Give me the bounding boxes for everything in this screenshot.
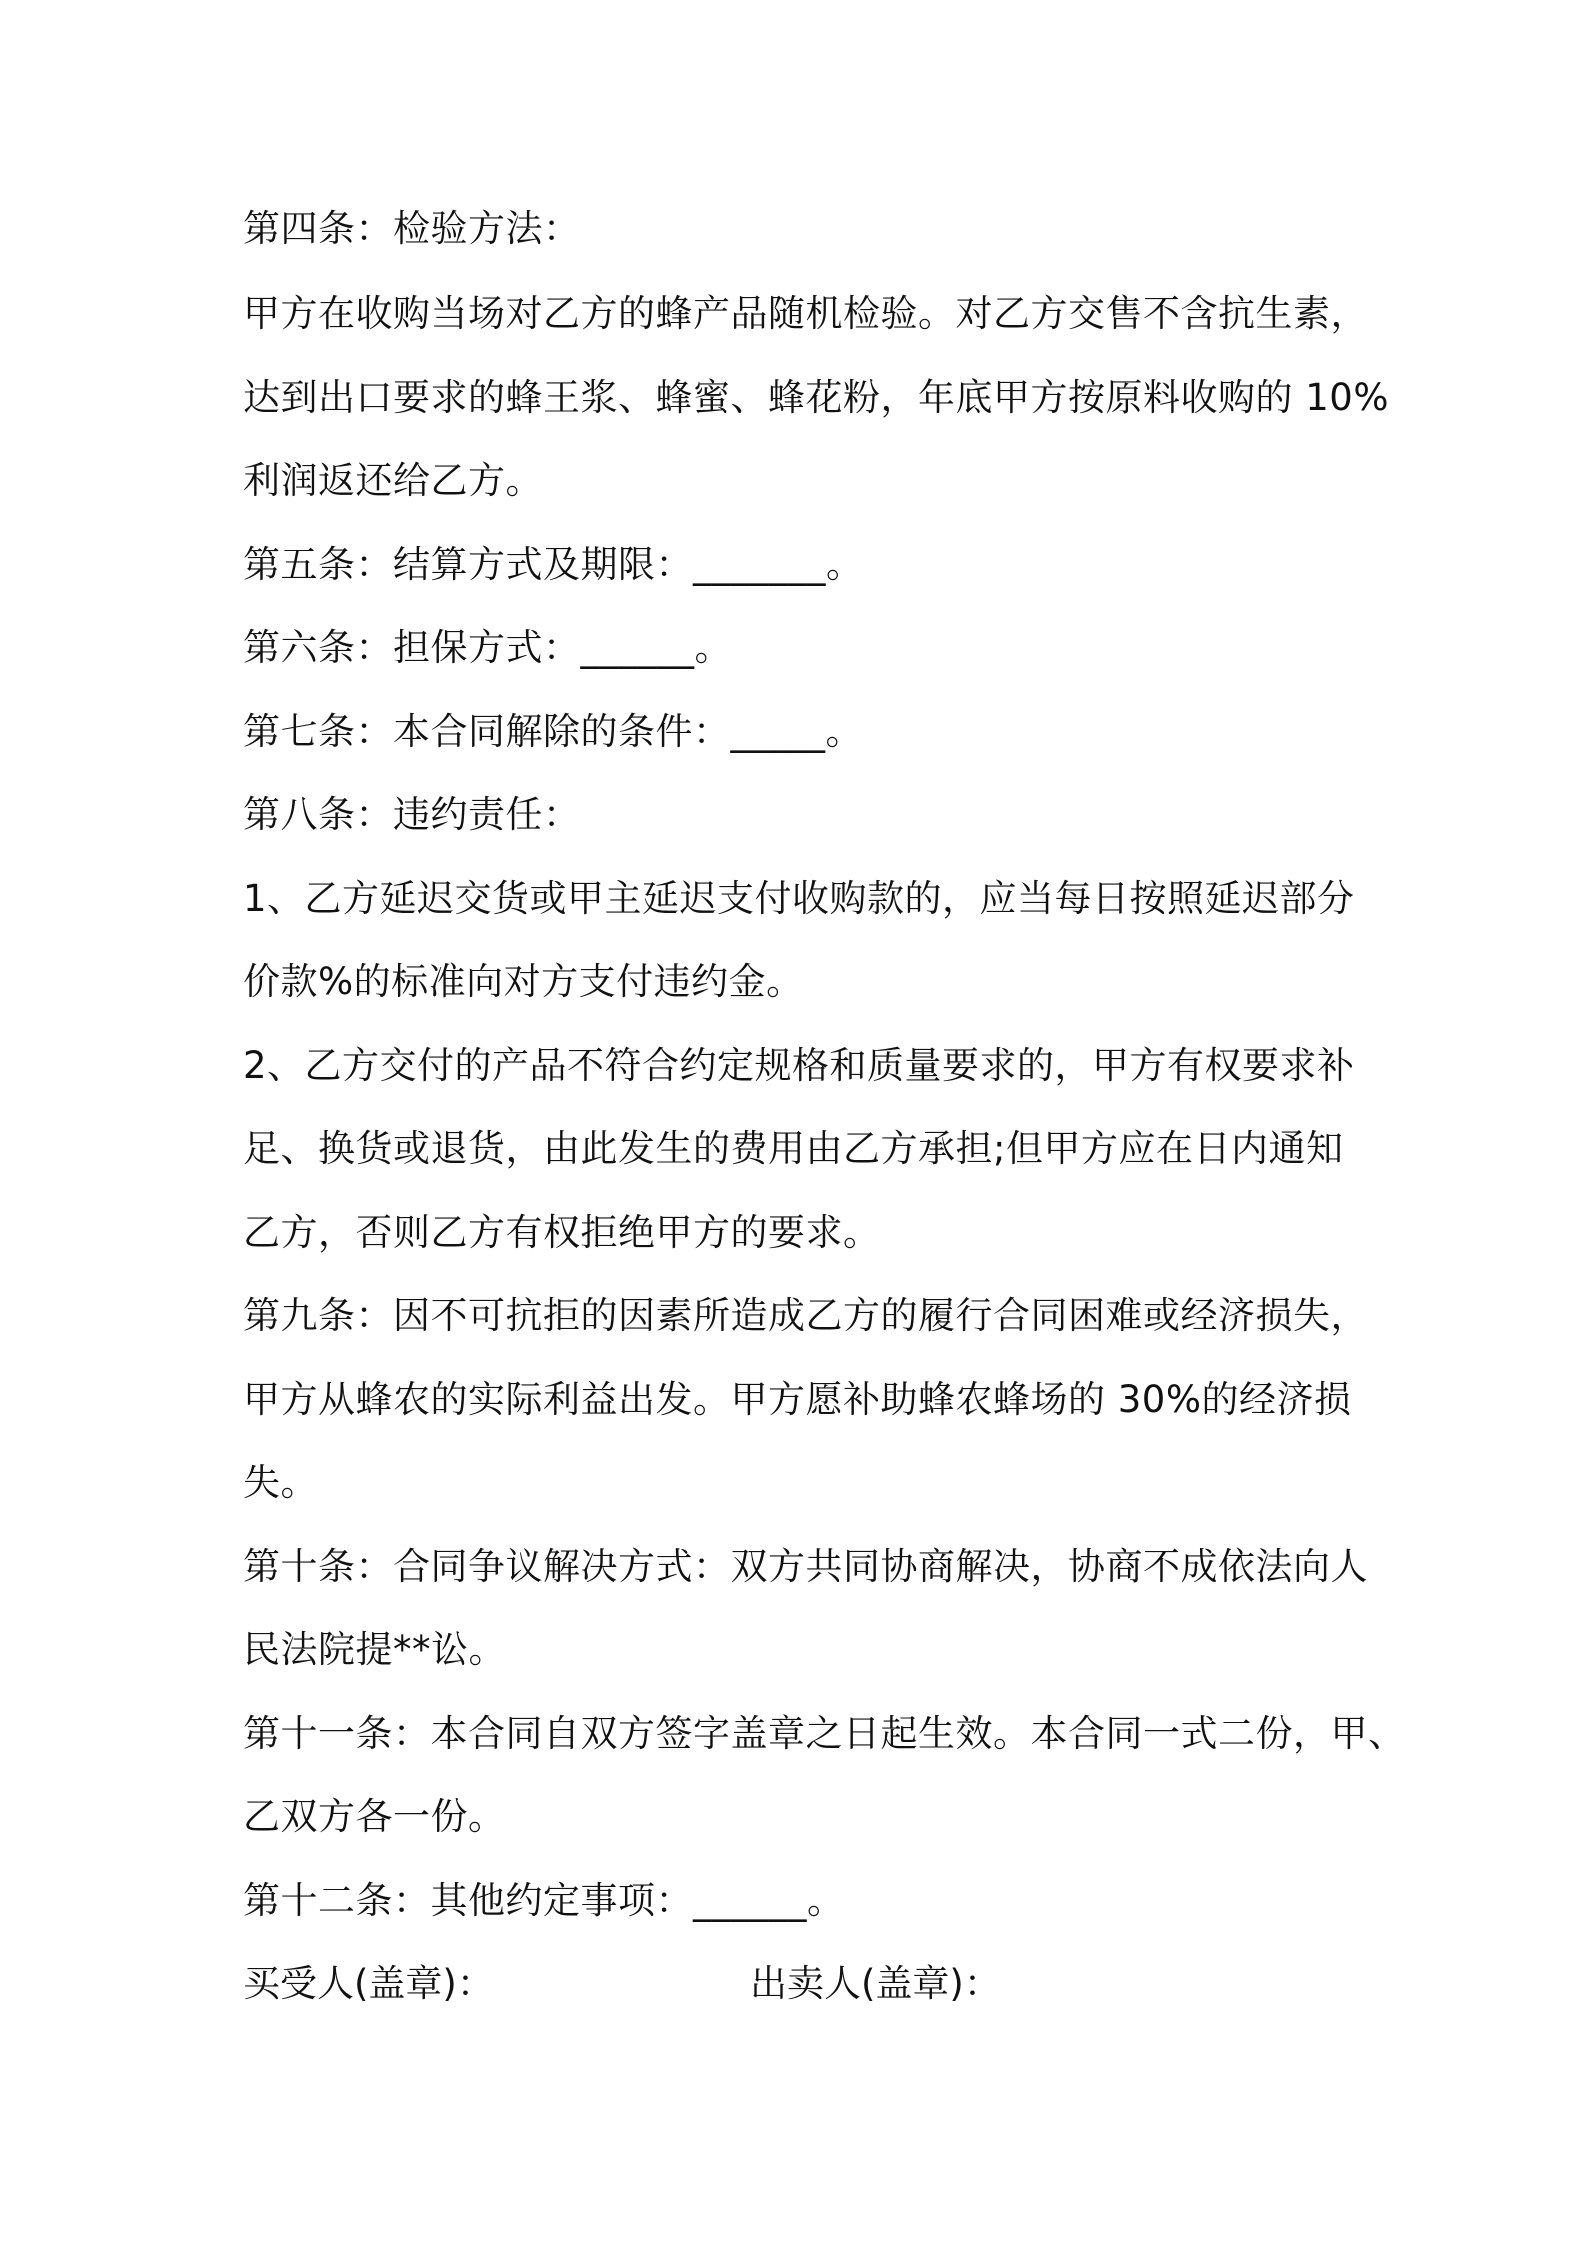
article-9-line: 第九条：因不可抗拒的因素所造成乙方的履行合同困难或经济损失， xyxy=(243,1294,1368,1337)
article-4-heading: 第四条：检验方法： xyxy=(243,207,581,250)
article-6: 第六条：担保方式：______。 xyxy=(243,626,732,669)
seller-signature-label: 出卖人(盖章)： xyxy=(750,1962,1001,2005)
article-10-line: 第十条：合同争议解决方式：双方共同协商解决，协商不成依法向人 xyxy=(243,1545,1368,1588)
article-4-text-line: 达到出口要求的蜂王浆、蜂蜜、蜂花粉，年底甲方按原料收购的 10% xyxy=(243,376,1389,419)
article-8-heading: 第八条：违约责任： xyxy=(243,793,581,836)
article-4-text-line: 甲方在收购当场对乙方的蜂产品随机检验。对乙方交售不含抗生素， xyxy=(243,292,1368,335)
article-11-line: 乙双方各一份。 xyxy=(243,1795,506,1838)
article-11-line: 第十一条：本合同自双方签字盖章之日起生效。本合同一式二份，甲、 xyxy=(243,1712,1406,1755)
article-7: 第七条：本合同解除的条件：_____。 xyxy=(243,710,863,753)
article-9-line: 失。 xyxy=(243,1461,318,1504)
buyer-signature-label: 买受人(盖章)： xyxy=(243,1962,494,2005)
article-12: 第十二条：其他约定事项：______。 xyxy=(243,1879,845,1922)
article-8-item-2-line: 乙方，否则乙方有权拒绝甲方的要求。 xyxy=(243,1211,881,1254)
article-8-item-1-line: 价款%的标准向对方支付违约金。 xyxy=(243,960,804,1003)
article-10-line: 民法院提**讼。 xyxy=(243,1628,506,1671)
article-8-item-2-line: 2、乙方交付的产品不符合约定规格和质量要求的，甲方有权要求补 xyxy=(243,1044,1355,1087)
article-8-item-1-line: 1、乙方延迟交货或甲主延迟支付收购款的，应当每日按照延迟部分 xyxy=(243,877,1355,920)
article-9-line: 甲方从蜂农的实际利益出发。甲方愿补助蜂农蜂场的 30%的经济损 xyxy=(243,1378,1352,1421)
article-5: 第五条：结算方式及期限：_______。 xyxy=(243,543,864,586)
article-4-text-line: 利润返还给乙方。 xyxy=(243,459,543,502)
article-8-item-2-line: 足、换货或退货，由此发生的费用由乙方承担;但甲方应在日内通知 xyxy=(243,1127,1344,1170)
